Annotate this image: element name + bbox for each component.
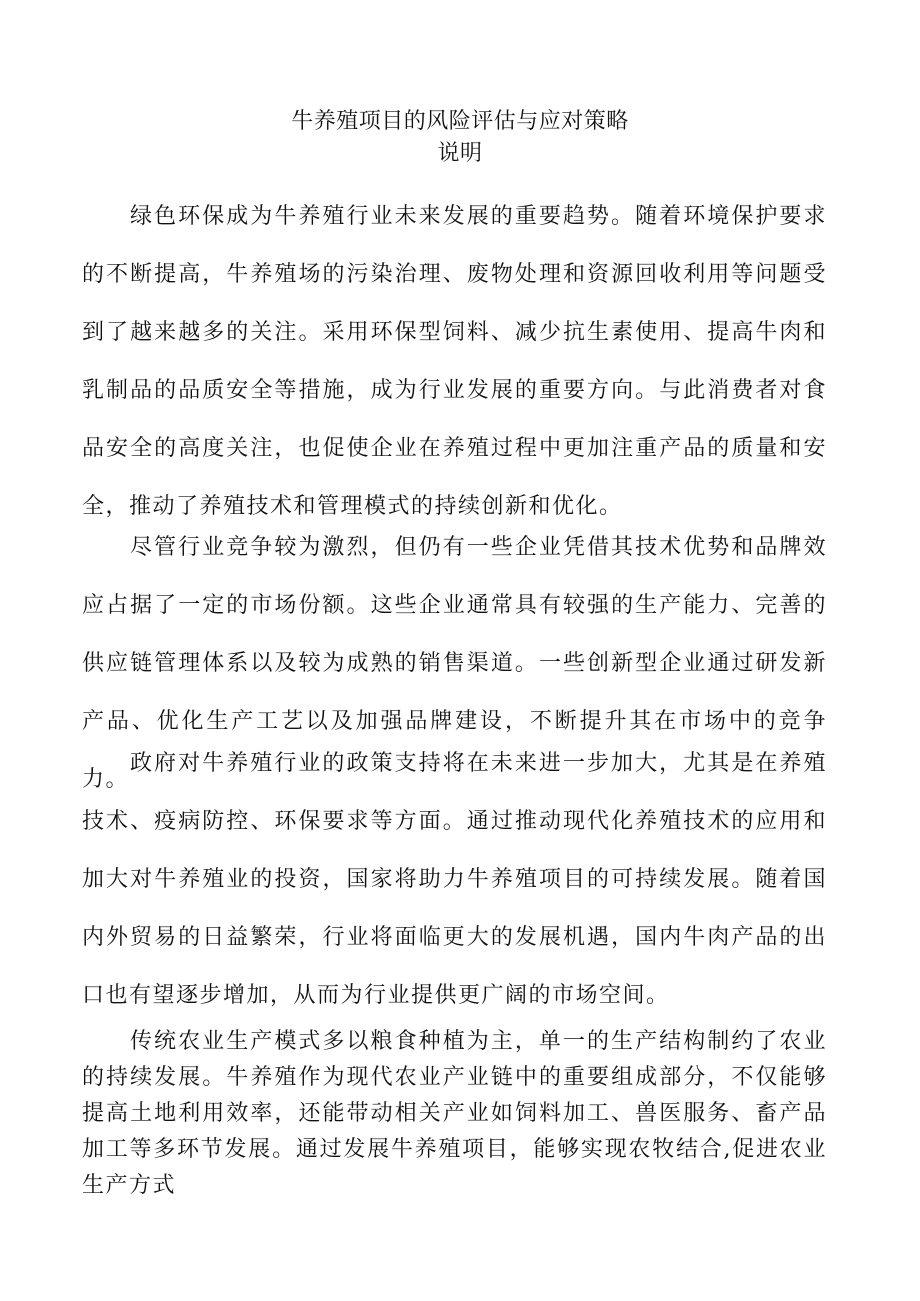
paragraph-4: 传统农业生产模式多以粮食种植为主，单一的生产结构制约了农业的持续发展。牛养殖作为现代农业产业链中的重要组成部分，不仅能够提高土地利用效率，还能带动相关产业如饲料加工、兽医服务、畜产品加工等多环节发展。通过发展牛养殖项目，能够实现农牧结合,促进农业生产方式 — [82, 1029, 827, 1198]
document-title: 牛养殖项目的风险评估与应对策略 — [291, 109, 629, 134]
paragraph-2: 尽管行业竞争较为激烈，但仍有一些企业凭借其技术优势和品牌效应占据了一定的市场份额。这些企业通常具有较强的生产能力、完善的供应链管理体系以及较为成熟的销售渠道。一些创新型企业通过研发新产品、优化生产工艺以及加强品牌建设，不断提升其在市场中的竞争力。 — [82, 535, 827, 792]
document-subtitle: 说明 — [437, 141, 483, 166]
paragraph-3: 政府对牛养殖行业的政策支持将在未来进一步加大，尤其是在养殖技术、疫病防控、环保要求等方面。通过推动现代化养殖技术的应用和加大对牛养殖业的投资，国家将助力牛养殖项目的可持续发展。随着国内外贸易的日益繁荣，行业将面临更大的发展机遇，国内牛肉产品的出口也有望逐步增加，从而为行业提供更广阔的市场空间。 — [82, 751, 827, 1008]
paragraph-1: 绿色环保成为牛养殖行业未来发展的重要趋势。随着环境保护要求的不断提高，牛养殖场的污染治理、废物处理和资源回收利用等问题受到了越来越多的关注。采用环保型饲料、减少抗生素使用、提高牛肉和乳制品的品质安全等措施，成为行业发展的重要方向。与此消费者对食品安全的高度关注，也促使企业在养殖过程中更加注重产品的质量和安全，推动了养殖技术和管理模式的持续创新和优化。 — [82, 204, 827, 519]
